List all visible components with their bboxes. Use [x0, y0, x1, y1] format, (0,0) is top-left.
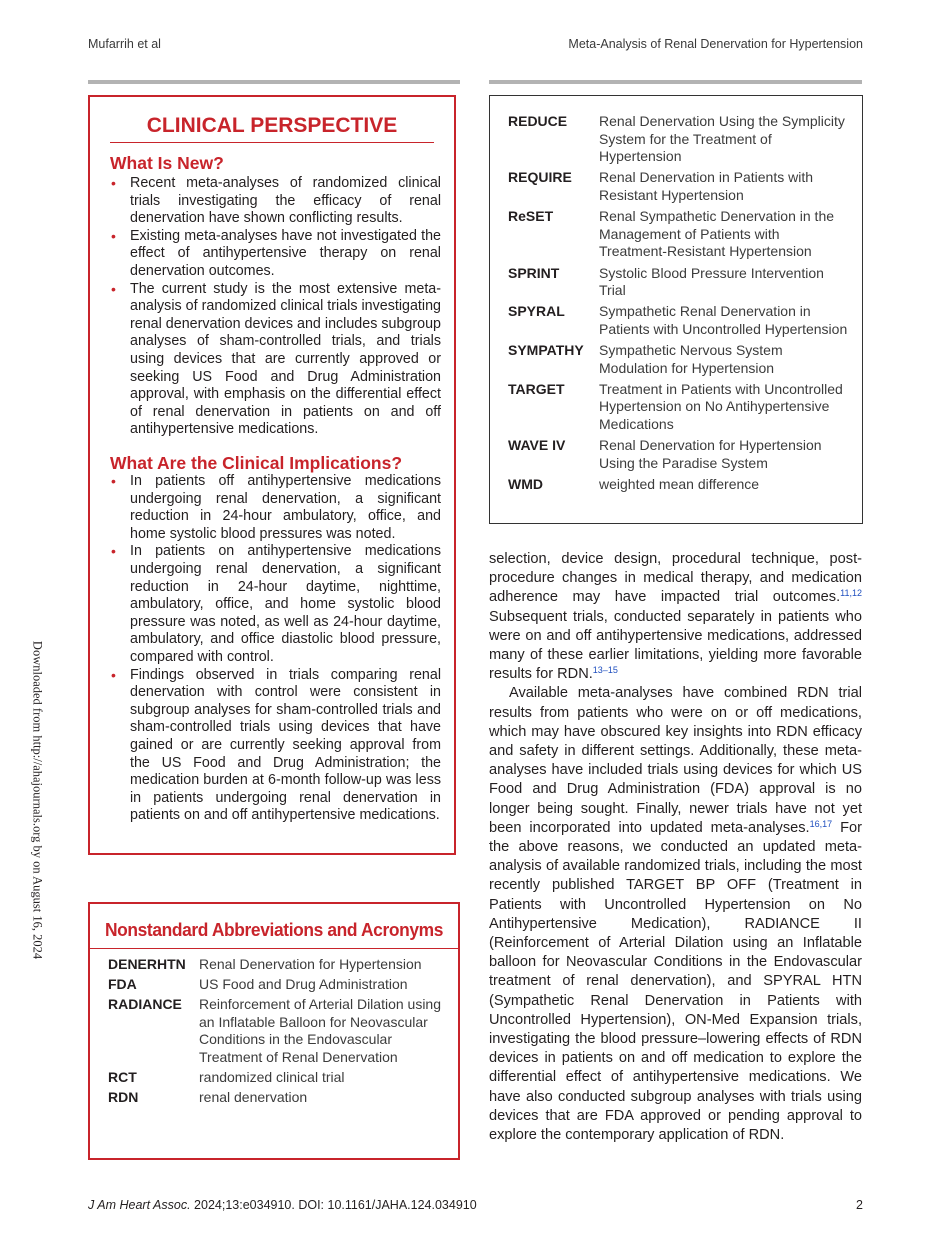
abbreviation-term: SPRINT — [508, 264, 560, 281]
body-text — [489, 550, 862, 1145]
what-is-new-list — [110, 175, 441, 439]
list-item: • In patients off antihypertensive medications undergoing renal denervation, a significant reduction in 24-hour ambulatory, office, and home systolic blood pressures was noted. — [111, 473, 441, 542]
abbreviation-row — [508, 169, 848, 208]
abbreviations-title-rule — [90, 948, 458, 949]
clinical-perspective-box — [88, 95, 456, 855]
abbreviation-term: WMD — [508, 476, 543, 493]
bullet-icon: • — [111, 227, 116, 244]
abbreviation-definition: Sympathetic Renal Denervation in Patients with Uncontrolled Hypertension — [599, 303, 848, 337]
abbreviation-term: TARGET — [508, 380, 565, 397]
abbreviation-row — [108, 976, 443, 996]
abbreviations-title: Nonstandard Abbreviations and Acronyms — [104, 919, 444, 940]
citation-details: 2024;13:e034910. DOI: 10.1161/JAHA.124.034910 — [190, 1198, 477, 1212]
abbreviation-row — [508, 381, 848, 437]
abbreviation-definition: Reinforcement of Arterial Dilation using an Inflatable Balloon for Neovascular Conditions in the Endovascular Treatment of Renal Denervation — [199, 996, 442, 1065]
abbreviation-row — [108, 956, 443, 976]
abbreviation-row — [508, 437, 848, 476]
abbreviation-definition: Systolic Blood Pressure Intervention Trial — [599, 264, 824, 299]
abbreviation-definition: Renal Denervation in Patients with Resistant Hypertension — [599, 169, 814, 203]
abbreviations-box — [88, 902, 460, 1160]
abbreviation-definition: Sympathetic Nervous System Modulation for Hypertension — [599, 342, 783, 376]
download-watermark: Downloaded from http://ahajournals.org by on August 16, 2024 — [30, 640, 45, 960]
abbreviation-term: DENERHTN — [108, 956, 186, 972]
abbreviation-term: SPYRAL — [508, 303, 565, 320]
abbreviation-definition: renal denervation — [199, 1089, 308, 1106]
bullet-icon: • — [111, 666, 116, 683]
clinical-implications-list — [110, 473, 441, 825]
abbreviation-definition: Renal Denervation for Hypertension — [199, 956, 422, 972]
abbreviation-row — [108, 1069, 443, 1089]
abbreviation-term: REQUIRE — [508, 169, 572, 186]
list-item: • Findings observed in trials comparing renal denervation with control were consistent in subgroup analyses for sham-controlled trials and sham-controlled trials using devices that have gained or are currently seeking approval from the US Food and Drug Administration; the medication burden at 6-month follow-up was less in patients undergoing renal denervation in patients on and off antihypertensive medications. — [111, 666, 441, 824]
abbreviation-row — [108, 1089, 443, 1109]
list-item: • The current study is the most extensive meta-analysis of randomized clinical trials investigating renal denervation devices and includes subgroup analyses of sham-controlled trials, and trials using devices that are currently approved or seeking US Food and Drug Administration approval, with emphasis on the differential effect of renal denervation in patients on and off antihypertensive medications. — [111, 280, 441, 438]
abbreviations-box-continued — [489, 95, 863, 524]
running-header-authors: Mufarrih et al — [88, 37, 161, 51]
header-rule-right — [489, 80, 862, 84]
what-is-new-heading: What Is New? — [110, 153, 224, 173]
abbreviation-definition: Renal Denervation Using the Symplicity System for the Treatment of Hypertension — [599, 113, 845, 165]
abbreviation-row — [508, 342, 848, 381]
abbreviation-row — [108, 996, 443, 1069]
abbreviations-table-left — [108, 956, 443, 1109]
list-item: • Existing meta-analyses have not investigated the effect of antihypertensive therapy on renal denervation outcomes. — [111, 227, 441, 279]
abbreviation-row — [508, 265, 848, 304]
abbreviation-definition: Treatment in Patients with Uncontrolled Hypertension on No Antihypertensive Medications — [599, 380, 843, 433]
body-paragraph: Available meta-analyses have combined RDN trial results from patients who were on or off medications, which may have obscured key insights into RDN efficacy and safety in different settings. Additionally, these meta-analyses have included trials using devices for which US Food and Drug Administration (FDA) approval is no longer being sought. Finally, newer trials have not yet been incorporated into updated meta-analyses.$^{16,17}$ For the above reasons, we conducted an updated meta-analysis of available randomized trials, including the most recently published TARGET BP OFF (Treatment in Patients with Uncontrolled Hypertension on No Antihypertensive Medication), RADIANCE II (Reinforcement of Arterial Dilation using an Inflatable balloon for Neovascular Conditions in the Endovascular treatment of renal denervation), and SPYRAL HTN (Sympathetic Renal Denervation in Patients with Uncontrolled Hypertension), ON-Med Expansion trials, investigating the blood pressure–lowering effects of RDN devices in patients on and off medication to explore the differential effect of antihypertensive medications. We have also conducted subgroup analyses with trials using devices that are FDA approved or pending approval to explore the contemporary application of RDN. — [489, 685, 862, 1144]
citation-link[interactable]: 16,17 — [809, 818, 833, 829]
abbreviation-term: REDUCE — [508, 113, 568, 129]
header-rule-left — [88, 80, 460, 84]
page-number: 2 — [856, 1198, 863, 1212]
abbreviation-term: RDN — [108, 1089, 139, 1106]
footer-citation — [88, 1198, 477, 1212]
list-item: • In patients on antihypertensive medications undergoing renal denervation, a significant reduction in 24-hour daytime, nighttime, ambulatory, office, and home systolic blood pressure was noted, as well as 24-hour daytime, ambulatory, and office diastolic blood pressure, compared with control. — [111, 543, 441, 665]
list-item: • Recent meta-analyses of randomized clinical trials investigating the efficacy of renal denervation have shown conflicting results. — [111, 175, 441, 227]
journal-name: J Am Heart Assoc. — [88, 1198, 191, 1212]
abbreviation-term: FDA — [108, 976, 137, 993]
running-header-title: Meta-Analysis of Renal Denervation for Hypertension — [568, 37, 863, 51]
citation-link[interactable]: 11,12 — [840, 588, 862, 599]
abbreviation-term: ReSET — [508, 208, 554, 225]
abbreviation-definition: Renal Sympathetic Denervation in the Management of Patients with Treatment-Resistant Hypertension — [599, 208, 835, 260]
abbreviation-term: RADIANCE — [108, 996, 182, 1013]
abbreviation-definition: US Food and Drug Administration — [199, 976, 408, 993]
abbreviation-definition: weighted mean difference — [599, 476, 760, 493]
bullet-icon: • — [111, 175, 116, 191]
citation-link[interactable]: 13–15 — [592, 665, 618, 676]
abbreviation-row — [508, 208, 848, 264]
abbreviation-row — [508, 476, 848, 497]
abbreviation-definition: randomized clinical trial — [199, 1069, 345, 1086]
clinical-perspective-title: CLINICAL PERSPECTIVE — [110, 114, 434, 143]
bullet-icon: • — [111, 473, 116, 489]
clinical-implications-heading: What Are the Clinical Implications? — [110, 453, 403, 473]
abbreviation-term: SYMPATHY — [508, 342, 584, 359]
abbreviation-definition: Renal Denervation for Hypertension Using the Paradise System — [599, 437, 822, 471]
bullet-icon: • — [111, 280, 116, 297]
abbreviation-term: RCT — [108, 1069, 137, 1086]
abbreviations-table-right — [508, 113, 848, 497]
abbreviation-row — [508, 303, 848, 342]
abbreviation-term: WAVE IV — [508, 437, 566, 454]
body-paragraph: selection, device design, procedural technique, post-procedure changes in medical therapy, and medication adherence may have impacted trial outcomes.$^{11,12}$ Subsequent trials, conducted separately in patients who were on and off antihypertensive medications, addressed many of these earlier limitations, yielding more favorable results for RDN.$^{13-15}$ — [489, 551, 862, 683]
bullet-icon: • — [111, 543, 116, 560]
abbreviation-row — [508, 113, 848, 169]
